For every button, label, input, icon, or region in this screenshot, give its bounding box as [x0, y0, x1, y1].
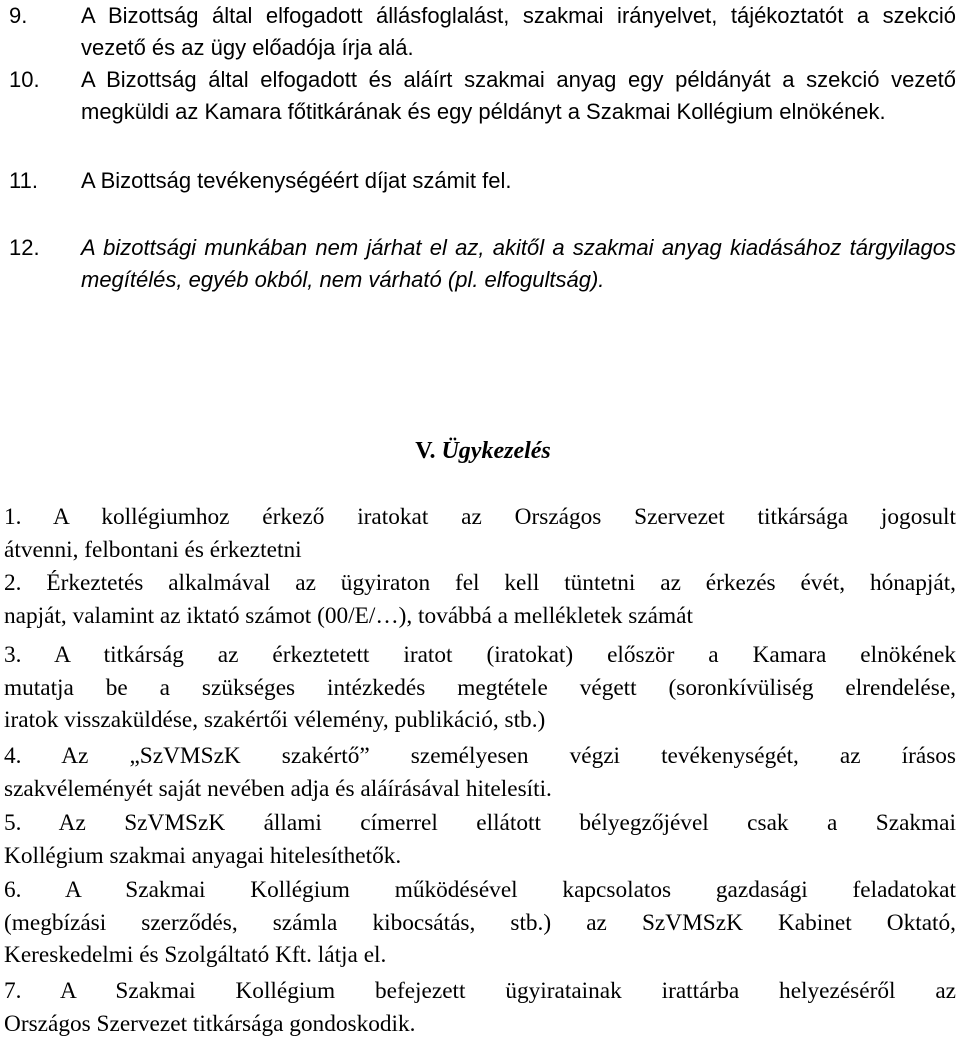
paragraph-line: átvenni, felbontani és érkeztetni [4, 536, 302, 563]
paragraph-line: 2. Érkeztetés alkalmával az ügyiraton fel kell tüntetni az érkezés évét, hónapját, [4, 570, 956, 596]
paragraph-2 [4, 567, 956, 632]
item-number: 10. [9, 67, 40, 92]
item-text: A Bizottság által elfogadott és aláírt szakmai anyag egy példányát a szekció vezető megküldi az Kamara főtitkárának és egy példányt a Szakmai Kollégium elnökének. [81, 67, 956, 124]
item-number: 12. [9, 235, 40, 260]
paragraph-line: 7. A Szakmai Kollégium befejezett ügyiratainak irattárba helyezéséről az [4, 978, 956, 1004]
list-item-9 [0, 0, 956, 64]
item-text: A bizottsági munkában nem járhat el az, akitől a szakmai anyag kiadásához tárgyilagos megítélés, egyéb okból, nem várható (pl. elfogultság). [81, 235, 956, 292]
paragraph-1 [4, 501, 956, 566]
list-item-10 [0, 64, 956, 128]
paragraph-line: napját, valamint az iktató számot (00/E/…), továbbá a mellékletek számát [4, 602, 693, 629]
paragraph-7 [4, 975, 956, 1040]
section-title: Ügykezelés [441, 438, 551, 464]
paragraph-line: 5. Az SzVMSzK állami címerrel ellátott bélyegzőjével csak a Szakmai [4, 810, 956, 836]
item-text: A Bizottság tevékenységéért díjat számit fel. [81, 168, 512, 193]
paragraph-line: Kollégium szakmai anyagai hitelesíthetők. [4, 842, 402, 869]
paragraph-line: iratok visszaküldése, szakértői vélemény, publikáció, stb.) [4, 707, 546, 734]
paragraph-line: szakvéleményét saját nevében adja és aláírásával hitelesíti. [4, 775, 552, 802]
paragraph-line: mutatja be a szükséges intézkedés megtétele végett (soronkívüliség elrendelése, [4, 674, 956, 701]
list-item-12 [0, 232, 956, 296]
list-item-11 [0, 165, 956, 197]
paragraph-3 [4, 639, 956, 737]
paragraph-line: 4. Az „SzVMSzK szakértő” személyesen végzi tevékenységét, az írásos [4, 743, 956, 769]
paragraph-6 [4, 874, 956, 972]
paragraph-4 [4, 740, 956, 805]
item-number: 11. [9, 168, 38, 193]
paragraph-line: 1. A kollégiumhoz érkező iratokat az Országos Szervezet titkársága jogosult [4, 504, 956, 530]
section-number: V. [415, 438, 436, 464]
paragraph-line: Kereskedelmi és Szolgáltató Kft. látja el. [4, 942, 387, 969]
paragraph-line: (megbízási szerződés, számla kibocsátás, stb.) az SzVMSzK Kabinet Oktató, [4, 909, 956, 936]
paragraph-line: 6. A Szakmai Kollégium működésével kapcsolatos gazdasági feladatokat [4, 877, 956, 903]
paragraph-5 [4, 807, 956, 872]
paragraph-line: Országos Szervezet titkársága gondoskodik. [4, 1010, 416, 1037]
paragraph-line: 3. A titkárság az érkeztetett iratot (iratokat) először a Kamara elnökének [4, 642, 956, 668]
item-number: 9. [9, 3, 28, 28]
section-heading [0, 434, 960, 468]
item-text: A Bizottság által elfogadott állásfoglalást, szakmai irányelvet, tájékoztatót a szekció vezető és az ügy előadója írja alá. [81, 3, 956, 60]
